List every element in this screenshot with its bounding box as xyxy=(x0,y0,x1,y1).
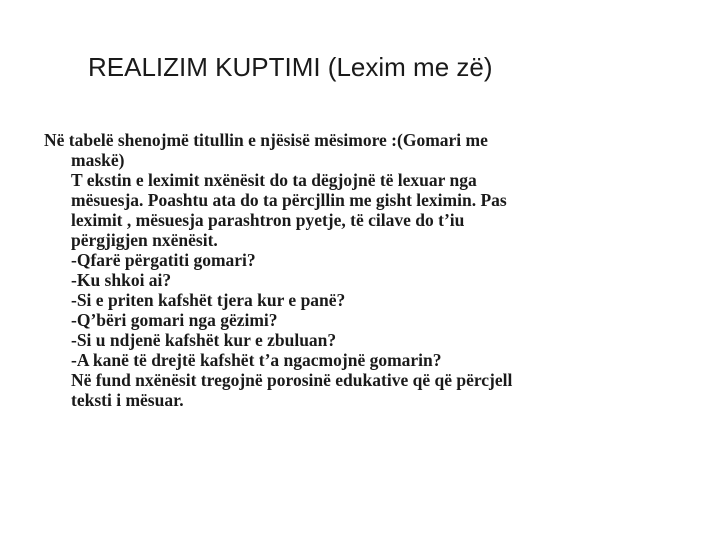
question-line: -Q’bëri gomari nga gëzimi? xyxy=(71,310,278,330)
body-line: teksti i mësuar. xyxy=(71,390,184,410)
body-line: leximit , mësuesja parashtron pyetje, të cilave do t’iu xyxy=(71,210,465,230)
question-line: -Qfarë përgatiti gomari? xyxy=(71,250,256,270)
body-line: Në tabelë shenojmë titullin e njësisë mësimore :(Gomari me xyxy=(44,130,488,150)
slide-title: REALIZIM KUPTIMI (Lexim me zë) xyxy=(88,52,493,82)
question-line: -Si e priten kafshët tjera kur e panë? xyxy=(71,290,346,310)
question-line: -Ku shkoi ai? xyxy=(71,270,172,290)
question-line: -A kanë të drejtë kafshët t’a ngacmojnë gomarin? xyxy=(71,350,442,370)
body-line: Në fund nxënësit tregojnë porosinë edukative që që përcjell xyxy=(71,370,513,390)
question-line: -Si u ndjenë kafshët kur e zbuluan? xyxy=(71,330,337,350)
slide-body xyxy=(44,130,694,410)
body-line: maskë) xyxy=(71,150,125,170)
body-line: përgjigjen nxënësit. xyxy=(71,230,218,250)
body-line: mësuesja. Poashtu ata do ta përcjllin me gisht leximin. Pas xyxy=(71,190,507,210)
body-line: T ekstin e leximit nxënësit do ta dëgjojnë të lexuar nga xyxy=(71,170,477,190)
